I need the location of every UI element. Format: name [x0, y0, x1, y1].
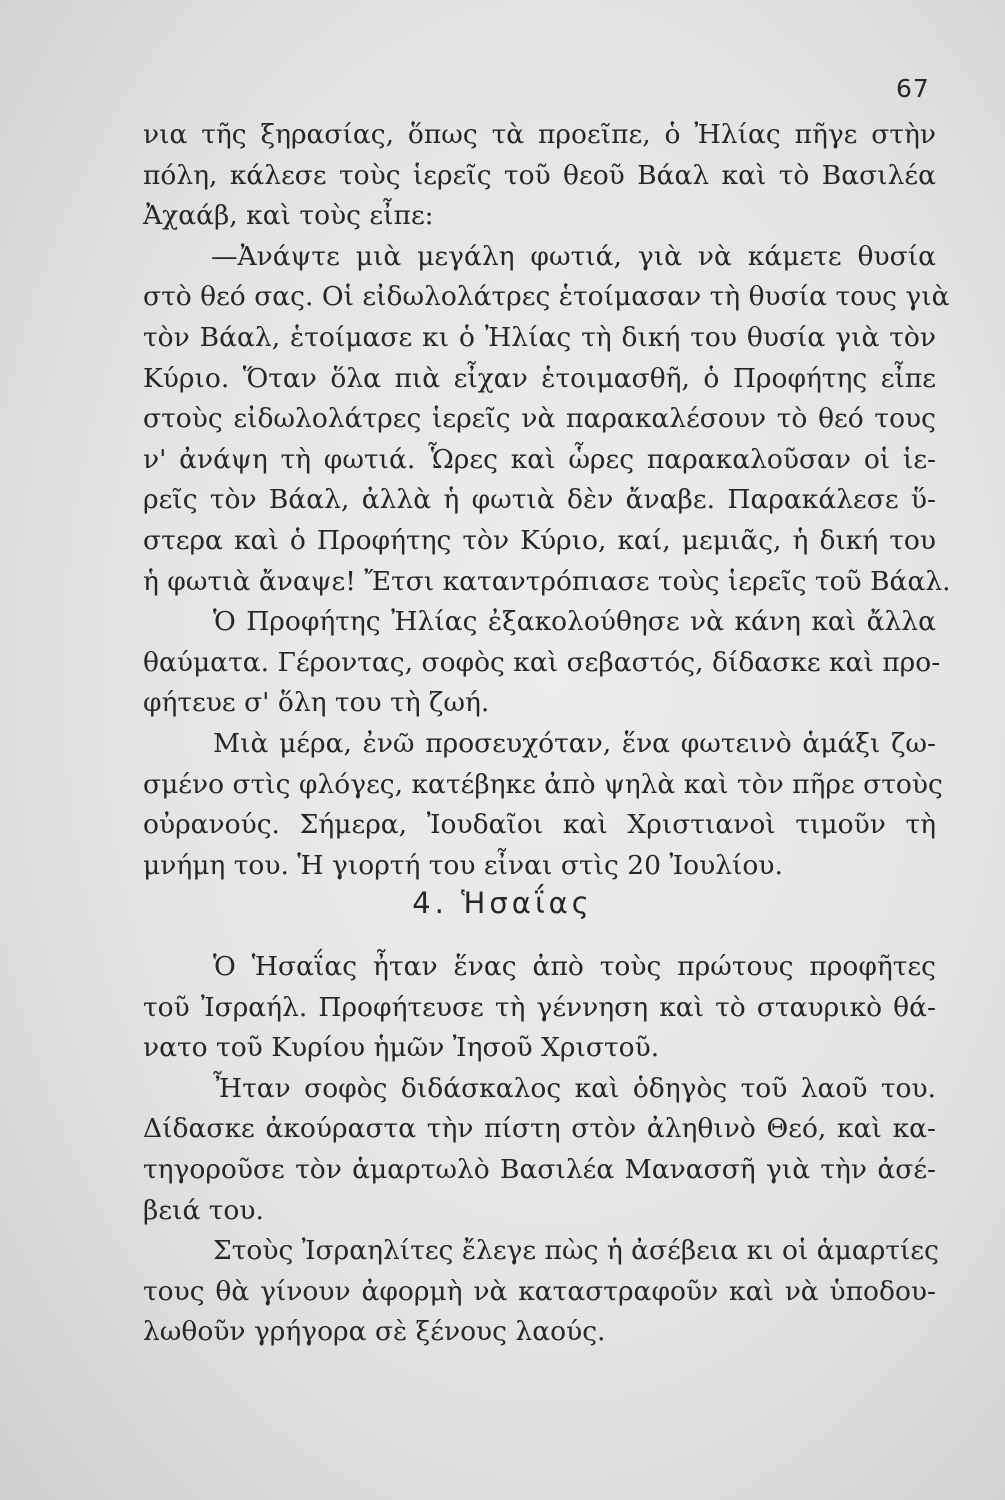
- text-line: Ἦταν σοφὸς διδάσκαλος καὶ ὁδηγὸς τοῦ λαοῦ του.: [213, 1072, 936, 1104]
- text-line: τηγοροῦσε τὸν ἁμαρτωλὸ Βασιλέα Μανασσῆ γιὰ τὴν ἀσέ-: [143, 1153, 936, 1185]
- text-line: πόλη, κάλεσε τοὺς ἱερεῖς τοῦ θεοῦ Βάαλ καὶ τὸ Βασιλέα: [143, 159, 936, 191]
- text-line: Μιὰ μέρα, ἐνῶ προσευχόταν, ἕνα φωτεινὸ ἁμάξι ζω-: [213, 727, 936, 759]
- text-line: ρεῖς τὸν Βάαλ, ἀλλὰ ἡ φωτιὰ δὲν ἄναβε. Παρακάλεσε ὕ-: [143, 484, 936, 516]
- text-line: στοὺς εἰδωλολάτρες ἱερεῖς νὰ παρακαλέσουν τὸ θεό τους: [143, 403, 936, 435]
- text-line: Ὁ Προφήτης Ἠλίας ἐξακολούθησε νὰ κάνη καὶ ἄλλα: [213, 606, 936, 638]
- text-line: στερα καὶ ὁ Προφήτης τὸν Κύριο, καί, μεμιᾶς, ἡ δική του: [143, 524, 936, 556]
- text-section-elijah: [143, 115, 951, 886]
- section-heading: 4. Ἡσαΐας: [412, 886, 593, 920]
- text-line: Στοὺς Ἰσραηλίτες ἔλεγε πὼς ἡ ἀσέβεια κι οἱ ἁμαρτίες: [213, 1235, 939, 1267]
- text-line: Δίδασκε ἀκούραστα τὴν πίστη στὸν ἀληθινὸ Θεό, καὶ κα-: [143, 1113, 936, 1145]
- text-line: Ἀχαάβ, καὶ τοὺς εἶπε:: [143, 200, 434, 232]
- text-line: σμένο στὶς φλόγες, κατέβηκε ἀπὸ ψηλὰ καὶ τὸν πῆρε στοὺς: [143, 768, 943, 800]
- text-line: στὸ θεό σας. Οἱ εἰδωλολάτρες ἑτοίμασαν τὴ θυσία τους γιὰ: [143, 281, 950, 313]
- text-line: τὸν Βάαλ, ἑτοίμασε κι ὁ Ἠλίας τὴ δική του θυσία γιὰ τὸν: [143, 321, 936, 353]
- text-line: οὐρανούς. Σήμερα, Ἰουδαῖοι καὶ Χριστιανοὶ τιμοῦν τὴ: [143, 809, 936, 841]
- text-line: λωθοῦν γρήγορα σὲ ξένους λαούς.: [143, 1316, 606, 1348]
- text-line: Ὁ Ἡσαΐας ἦταν ἕνας ἀπὸ τοὺς πρώτους προφῆτες: [213, 951, 936, 982]
- text-section-isaiah: [143, 947, 939, 1353]
- text-line: τοῦ Ἰσραήλ. Προφήτευσε τὴ γέννηση καὶ τὸ σταυρικὸ θά-: [143, 991, 936, 1023]
- text-line: ἡ φωτιὰ ἄναψε! Ἔτσι καταντρόπιασε τοὺς ἱερεῖς τοῦ Βάαλ.: [143, 565, 951, 597]
- text-line: νια τῆς ξηρασίας, ὅπως τὰ προεῖπε, ὁ Ἠλίας πῆγε στὴν: [143, 119, 936, 150]
- text-line: τους θὰ γίνουν ἀφορμὴ νὰ καταστραφοῦν καὶ νὰ ὑποδου-: [143, 1275, 936, 1307]
- text-line: μνήμη του. Ἡ γιορτή του εἶναι στὶς 20 Ἰουλίου.: [143, 849, 783, 881]
- text-line: θαύματα. Γέροντας, σοφὸς καὶ σεβαστός, δίδασκε καὶ προ-: [143, 646, 941, 678]
- text-line: —Ἀνάψτε μιὰ μεγάλη φωτιά, γιὰ νὰ κάμετε θυσία: [211, 240, 936, 272]
- text-line: Κύριο. Ὅταν ὅλα πιὰ εἶχαν ἑτοιμασθῆ, ὁ Προφήτης εἶπε: [143, 362, 936, 394]
- text-line: φήτευε σ' ὅλη του τὴ ζωή.: [143, 687, 490, 719]
- text-line: νατο τοῦ Κυρίου ἡμῶν Ἰησοῦ Χριστοῦ.: [143, 1032, 660, 1064]
- text-line: βειά του.: [143, 1194, 264, 1226]
- text-line: ν' ἀνάψη τὴ φωτιά. Ὧρες καὶ ὧρες παρακαλοῦσαν οἱ ἱε-: [143, 443, 936, 475]
- page-number: 67: [896, 74, 930, 103]
